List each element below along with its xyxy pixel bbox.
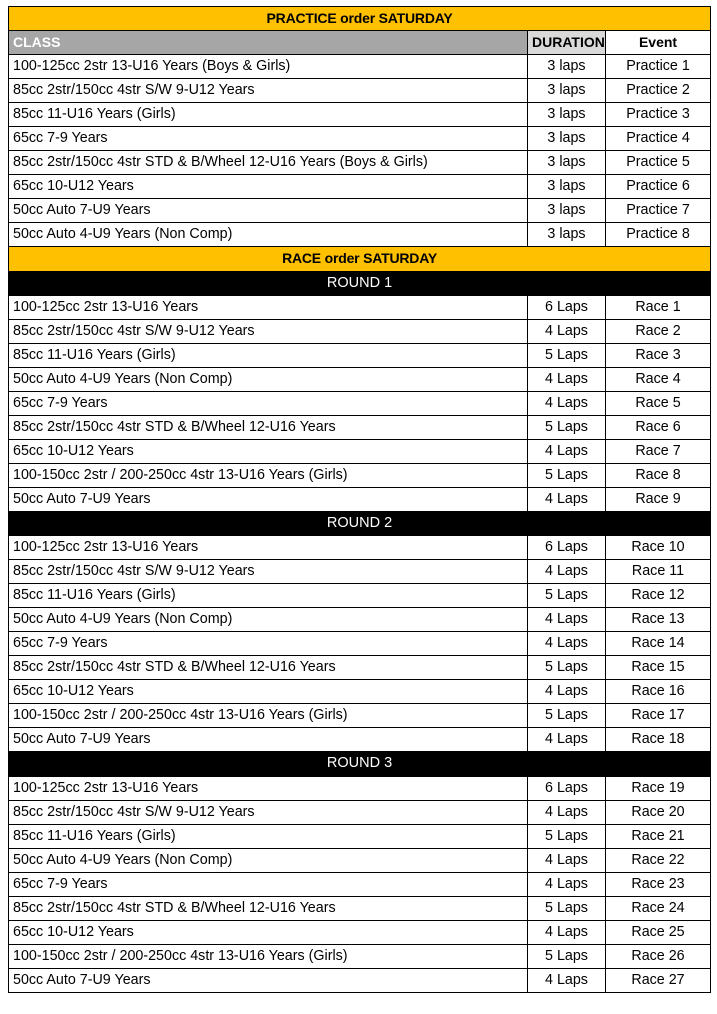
round-label: ROUND 3 [9, 752, 711, 776]
event-cell: Race 13 [606, 608, 711, 632]
event-cell: Race 7 [606, 439, 711, 463]
duration-cell: 6 Laps [528, 295, 606, 319]
race-title-row [9, 247, 711, 271]
race-row [9, 824, 711, 848]
duration-cell: 4 Laps [528, 560, 606, 584]
class-cell: 100-125cc 2str 13-U16 Years [9, 295, 528, 319]
event-cell: Race 18 [606, 728, 711, 752]
duration-cell: 3 laps [528, 151, 606, 175]
duration-cell: 5 Laps [528, 656, 606, 680]
class-cell: 85cc 11-U16 Years (Girls) [9, 343, 528, 367]
class-cell: 100-150cc 2str / 200-250cc 4str 13-U16 Years (Girls) [9, 463, 528, 487]
practice-row [9, 55, 711, 79]
duration-cell: 3 laps [528, 199, 606, 223]
class-cell: 85cc 11-U16 Years (Girls) [9, 103, 528, 127]
event-cell: Race 17 [606, 704, 711, 728]
duration-cell: 5 Laps [528, 584, 606, 608]
event-cell: Practice 1 [606, 55, 711, 79]
race-row [9, 920, 711, 944]
race-row [9, 704, 711, 728]
race-row [9, 367, 711, 391]
duration-cell: 5 Laps [528, 415, 606, 439]
race-row [9, 872, 711, 896]
duration-cell: 5 Laps [528, 944, 606, 968]
class-cell: 65cc 7-9 Years [9, 391, 528, 415]
race-row [9, 968, 711, 992]
duration-cell: 6 Laps [528, 776, 606, 800]
race-row [9, 439, 711, 463]
schedule-table [8, 6, 711, 993]
duration-cell: 4 Laps [528, 319, 606, 343]
class-column-header: CLASS [9, 31, 528, 55]
duration-cell: 4 Laps [528, 800, 606, 824]
class-cell: 85cc 11-U16 Years (Girls) [9, 584, 528, 608]
duration-cell: 3 laps [528, 55, 606, 79]
race-row [9, 896, 711, 920]
class-cell: 50cc Auto 7-U9 Years [9, 199, 528, 223]
race-row [9, 728, 711, 752]
duration-cell: 3 laps [528, 127, 606, 151]
round-header-row [9, 752, 711, 776]
event-cell: Race 26 [606, 944, 711, 968]
class-cell: 85cc 2str/150cc 4str STD & B/Wheel 12-U16 Years [9, 896, 528, 920]
round-label: ROUND 2 [9, 511, 711, 535]
class-cell: 65cc 7-9 Years [9, 632, 528, 656]
event-cell: Race 21 [606, 824, 711, 848]
class-cell: 50cc Auto 4-U9 Years (Non Comp) [9, 848, 528, 872]
class-cell: 65cc 10-U12 Years [9, 439, 528, 463]
race-row [9, 584, 711, 608]
duration-cell: 3 laps [528, 223, 606, 247]
event-cell: Practice 2 [606, 79, 711, 103]
race-row [9, 487, 711, 511]
duration-cell: 4 Laps [528, 608, 606, 632]
event-cell: Race 8 [606, 463, 711, 487]
duration-cell: 5 Laps [528, 343, 606, 367]
race-row [9, 560, 711, 584]
class-cell: 85cc 2str/150cc 4str S/W 9-U12 Years [9, 560, 528, 584]
duration-cell: 4 Laps [528, 728, 606, 752]
race-row [9, 944, 711, 968]
event-cell: Practice 6 [606, 175, 711, 199]
event-cell: Race 2 [606, 319, 711, 343]
practice-row [9, 223, 711, 247]
event-cell: Race 19 [606, 776, 711, 800]
event-cell: Race 4 [606, 367, 711, 391]
duration-cell: 4 Laps [528, 968, 606, 992]
practice-row [9, 199, 711, 223]
class-cell: 50cc Auto 7-U9 Years [9, 728, 528, 752]
duration-cell: 3 laps [528, 175, 606, 199]
class-cell: 100-150cc 2str / 200-250cc 4str 13-U16 Years (Girls) [9, 944, 528, 968]
practice-title-row [9, 7, 711, 31]
duration-cell: 6 Laps [528, 536, 606, 560]
duration-cell: 4 Laps [528, 487, 606, 511]
race-row [9, 680, 711, 704]
round-label: ROUND 1 [9, 271, 711, 295]
event-cell: Race 16 [606, 680, 711, 704]
class-cell: 65cc 10-U12 Years [9, 175, 528, 199]
duration-cell: 4 Laps [528, 872, 606, 896]
class-cell: 50cc Auto 4-U9 Years (Non Comp) [9, 223, 528, 247]
race-row [9, 391, 711, 415]
class-cell: 50cc Auto 7-U9 Years [9, 968, 528, 992]
class-cell: 65cc 10-U12 Years [9, 680, 528, 704]
event-cell: Practice 4 [606, 127, 711, 151]
schedule-body [9, 7, 711, 993]
round-header-row [9, 271, 711, 295]
practice-row [9, 175, 711, 199]
duration-cell: 4 Laps [528, 848, 606, 872]
race-row [9, 295, 711, 319]
class-cell: 65cc 7-9 Years [9, 127, 528, 151]
practice-row [9, 79, 711, 103]
class-cell: 85cc 2str/150cc 4str STD & B/Wheel 12-U16 Years (Boys & Girls) [9, 151, 528, 175]
practice-row [9, 151, 711, 175]
event-column-header: Event [606, 31, 711, 55]
class-cell: 100-150cc 2str / 200-250cc 4str 13-U16 Years (Girls) [9, 704, 528, 728]
class-cell: 50cc Auto 4-U9 Years (Non Comp) [9, 608, 528, 632]
event-cell: Race 15 [606, 656, 711, 680]
event-cell: Race 3 [606, 343, 711, 367]
race-row [9, 800, 711, 824]
class-cell: 50cc Auto 4-U9 Years (Non Comp) [9, 367, 528, 391]
class-cell: 100-125cc 2str 13-U16 Years (Boys & Girls) [9, 55, 528, 79]
race-row [9, 415, 711, 439]
duration-cell: 4 Laps [528, 920, 606, 944]
race-title: RACE order SATURDAY [9, 247, 711, 271]
race-row [9, 608, 711, 632]
duration-cell: 4 Laps [528, 439, 606, 463]
event-cell: Race 23 [606, 872, 711, 896]
race-row [9, 536, 711, 560]
event-cell: Race 24 [606, 896, 711, 920]
column-header-row [9, 31, 711, 55]
event-cell: Practice 5 [606, 151, 711, 175]
duration-cell: 5 Laps [528, 704, 606, 728]
round-header-row [9, 511, 711, 535]
practice-title: PRACTICE order SATURDAY [9, 7, 711, 31]
event-cell: Race 22 [606, 848, 711, 872]
duration-cell: 5 Laps [528, 824, 606, 848]
race-row [9, 463, 711, 487]
class-cell: 85cc 2str/150cc 4str S/W 9-U12 Years [9, 319, 528, 343]
duration-cell: 4 Laps [528, 680, 606, 704]
class-cell: 100-125cc 2str 13-U16 Years [9, 536, 528, 560]
practice-row [9, 127, 711, 151]
event-cell: Race 6 [606, 415, 711, 439]
event-cell: Race 5 [606, 391, 711, 415]
race-row [9, 632, 711, 656]
event-cell: Practice 7 [606, 199, 711, 223]
event-cell: Race 10 [606, 536, 711, 560]
class-cell: 50cc Auto 7-U9 Years [9, 487, 528, 511]
race-row [9, 343, 711, 367]
duration-column-header: DURATION [528, 31, 606, 55]
duration-cell: 4 Laps [528, 632, 606, 656]
class-cell: 85cc 2str/150cc 4str S/W 9-U12 Years [9, 79, 528, 103]
event-cell: Race 20 [606, 800, 711, 824]
event-cell: Race 27 [606, 968, 711, 992]
duration-cell: 4 Laps [528, 391, 606, 415]
race-row [9, 776, 711, 800]
duration-cell: 4 Laps [528, 367, 606, 391]
class-cell: 65cc 7-9 Years [9, 872, 528, 896]
event-cell: Race 1 [606, 295, 711, 319]
duration-cell: 5 Laps [528, 896, 606, 920]
class-cell: 65cc 10-U12 Years [9, 920, 528, 944]
race-row [9, 656, 711, 680]
practice-row [9, 103, 711, 127]
event-cell: Practice 3 [606, 103, 711, 127]
event-cell: Practice 8 [606, 223, 711, 247]
duration-cell: 3 laps [528, 103, 606, 127]
schedule-sheet [8, 6, 710, 993]
event-cell: Race 12 [606, 584, 711, 608]
event-cell: Race 14 [606, 632, 711, 656]
class-cell: 85cc 2str/150cc 4str STD & B/Wheel 12-U16 Years [9, 415, 528, 439]
event-cell: Race 9 [606, 487, 711, 511]
duration-cell: 3 laps [528, 79, 606, 103]
race-row [9, 319, 711, 343]
class-cell: 85cc 11-U16 Years (Girls) [9, 824, 528, 848]
class-cell: 100-125cc 2str 13-U16 Years [9, 776, 528, 800]
class-cell: 85cc 2str/150cc 4str STD & B/Wheel 12-U16 Years [9, 656, 528, 680]
duration-cell: 5 Laps [528, 463, 606, 487]
event-cell: Race 11 [606, 560, 711, 584]
race-row [9, 848, 711, 872]
class-cell: 85cc 2str/150cc 4str S/W 9-U12 Years [9, 800, 528, 824]
event-cell: Race 25 [606, 920, 711, 944]
